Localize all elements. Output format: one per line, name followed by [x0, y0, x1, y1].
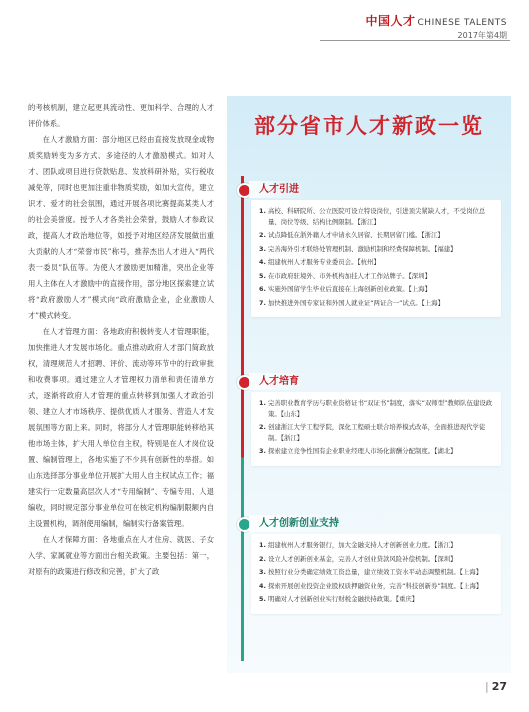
page-number-value: 27: [491, 680, 507, 693]
article-paragraph: 在人才管理方面：各地政府积极转变人才管理职能，加快推进人才发展市场化。重点推动政府人才部门简政放权，清理规范人才招聘、评价、流动等环节中的行政审批和收费事项。通过建立人才管理权力清单和责任清单方式，逐渐将政府人才管理的重点转移到加强人才政治引领、建立人才市场秩序、提供优质人才服务、营造人才发展氛围等方面上来。同时，将部分人才管理职能转移给其他市场主体，扩大用人单位自主权，特别是在人才岗位设置、编制管理上，各地实施了不少具有创新性的举措。如山东选择部分事业单位开展扩大用人自主权试点工作；福建实行一定数量高层次人才“专用编制”、专编专用、人退编收，同时规定部分事业单位可在核定机构编制限额内自主设置机构，调剂使用编制，编制实行备案管理。: [28, 327, 214, 528]
item-text: 探索开展创业投资企业股权质押融资业务，完善“科技创新券”制度。【上海】: [268, 581, 483, 590]
item-text: 探索建立竞争性国有企业职业经理人市场化薪酬分配制度。【湖北】: [268, 447, 457, 455]
list-item: [259, 257, 493, 268]
brand-cn: 中国人才: [365, 14, 416, 28]
item-text: 试点降低在浙外籍人才申请永久居留、长期居留门槛。【浙江】: [268, 231, 444, 239]
item-number: 5.: [259, 271, 266, 280]
item-text: 完善海外引才联络处管理机制、激励机制和经费保障机制。【福建】: [268, 244, 457, 253]
item-number: 3.: [259, 244, 266, 253]
list-item: [259, 540, 493, 551]
item-text: 组建杭州人才服务银行，加大金融支持人才创新创业力度。【浙江】: [268, 541, 457, 549]
item-number: 2.: [259, 423, 266, 431]
article-paragraph: 在人才保障方面：各地重点在人才住房、就医、子女入学、家属就业等方面出台相关政策。主要包括：第一，对原有的政策进行修改和完善，扩大了政: [28, 535, 214, 576]
list-item: [259, 298, 493, 309]
list-item: [259, 594, 493, 605]
item-number: 6.: [259, 285, 266, 293]
list-item: [259, 581, 493, 592]
header-divider: [320, 40, 510, 41]
item-text: 完善职业教育学历与职业资格证书“双证书”制度，落实“双师型”教师队伍建设政策。【山东】: [268, 399, 493, 418]
list-item: [259, 422, 493, 443]
list-item: [259, 230, 493, 241]
list-item: [259, 284, 493, 295]
timeline-bar: [241, 176, 244, 661]
list-item: [259, 206, 493, 227]
item-number: 2.: [259, 554, 266, 563]
item-number: 3.: [259, 447, 266, 455]
item-text: 在市政府驻境外、市外机构加挂人才工作站牌子。【深圳】: [268, 271, 431, 280]
list-item: [259, 567, 493, 578]
section-card-talent-introduction: [251, 200, 501, 317]
item-text: 按照行业分类确定绩效工资总量，建立绩效工资水平动态调整机制。【上海】: [268, 568, 483, 576]
item-text: 高校、科研院所、公立医院可设立特设岗位，引进顶尖紧缺人才，不受岗位总量、岗位等级、结构比例限制。【浙江】: [268, 207, 486, 226]
section-heading: 人才引进: [249, 181, 307, 198]
magazine-brand: [267, 12, 507, 29]
item-number: 3.: [259, 568, 266, 576]
list-item: [259, 554, 493, 565]
item-number: 1.: [259, 541, 266, 549]
policy-panel: [227, 96, 511, 673]
item-text: 创建浙江大学工程学院，深化工程硕士联合培养模式改革，全面推进现代学徒制。【浙江】: [268, 423, 486, 442]
item-text: 明确对人才创新创业实行财税金融扶持政策。【重庆】: [268, 595, 419, 603]
panel-title: 部分省市人才新政一览: [254, 114, 484, 138]
item-number: 4.: [259, 258, 266, 266]
brand-en: CHINESE TALENTS: [417, 18, 507, 28]
item-text: 设立人才创新创业基金，完善人才创业贷款风险补偿机制。【深圳】: [268, 554, 457, 563]
item-number: 4.: [259, 581, 266, 590]
section-card-talent-cultivation: [251, 392, 501, 466]
article-column: [28, 100, 214, 580]
issue-label: 2017年第4期: [457, 31, 507, 40]
list-item: [259, 271, 493, 282]
page-number: | 27: [484, 680, 507, 693]
item-text: 实施外国留学生毕业后直接在上海创新创业政策。【上海】: [268, 285, 431, 293]
item-number: 1.: [259, 207, 266, 215]
section-card-innovation-support: [251, 534, 501, 614]
list-item: [259, 446, 493, 457]
item-text: 组建杭州人才服务专业委员会。【杭州】: [268, 258, 380, 266]
item-text: 加快推进外国专家证和外国人就业证“两证合一”试点。【上海】: [268, 298, 444, 307]
section-heading: 人才培育: [249, 373, 307, 390]
article-paragraph: 的考核机制，建立起更具流动性、更加科学、合理的人才评价体系。: [28, 103, 214, 128]
page-header: [267, 12, 507, 41]
item-number: 5.: [259, 595, 266, 603]
list-item: [259, 398, 493, 419]
item-number: 2.: [259, 231, 266, 239]
item-number: 1.: [259, 399, 266, 407]
item-number: 7.: [259, 298, 266, 307]
article-paragraph: 在人才激励方面：部分地区已经由直接发放现金或物质奖励转变为多方式、多途径的人才激励模式。如对人才、团队或项目进行贷款贴息、发放科研补贴，实行税收减免等，同时也更加注重非物质奖励，如加大宣传，建立识才、爱才的社会氛围，通过开展各项比赛提高某类人才的社会美誉度。授予人才各类社会荣誉，鼓励人才参政议政，提高人才政治地位等，如授予对地区经济发展做出重大贡献的人才“荣誉市民”称号，推荐杰出人才进入“两代表一委员”队伍等。为使人才激励更加精准，突出企业等用人主体在人才激励中的直接作用，部分地区探索建立试将“政府激励人才”模式向“政府激励企业，企业激励人才”模式转变。: [28, 135, 214, 320]
section-heading: 人才创新创业支持: [249, 515, 347, 532]
list-item: [259, 244, 493, 255]
